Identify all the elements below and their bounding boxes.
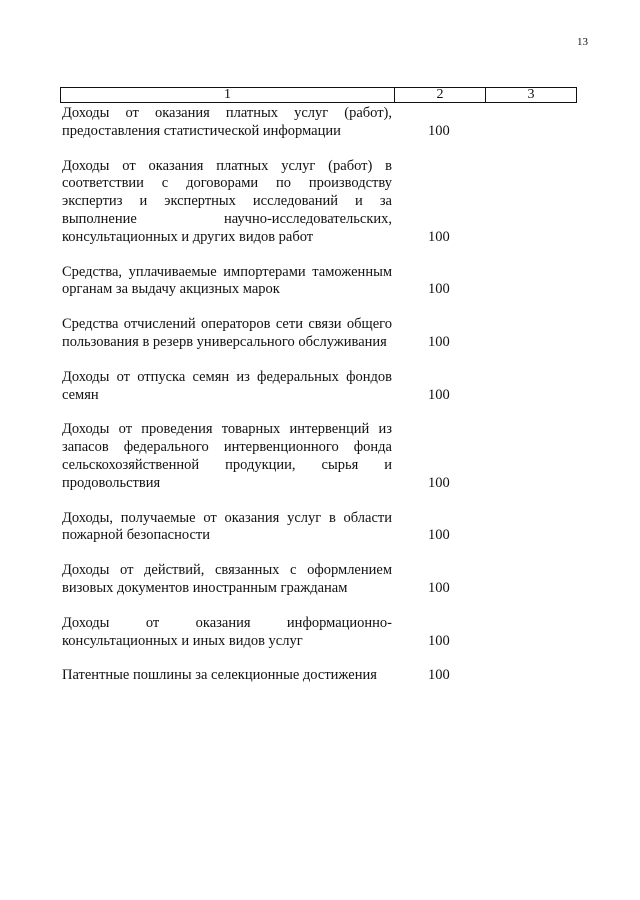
column-header-2: 2 [395, 88, 486, 102]
table-row [62, 316, 562, 352]
column-header-1: 1 [61, 88, 395, 102]
row-description: Патентные пошлины за селекционные достижения [62, 667, 377, 684]
table-row [62, 369, 562, 405]
row-value: 100 [428, 527, 450, 544]
row-value: 100 [428, 122, 450, 139]
row-value: 100 [428, 474, 450, 491]
row-value: 100 [428, 333, 450, 350]
row-description: Доходы от оказания информационно-консультационных и иных видов услуг [62, 614, 392, 649]
row-value: 100 [428, 667, 450, 684]
table-body [62, 105, 562, 702]
table-row [62, 158, 562, 247]
table-header [60, 87, 577, 103]
table-row [62, 562, 562, 598]
page-number: 13 [577, 36, 588, 48]
row-description: Средства отчислений операторов сети связи общего пользования в резерв универсального обслуживания [62, 316, 392, 350]
row-description: Доходы, получаемые от оказания услуг в области пожарной безопасности [62, 509, 392, 544]
table-row [62, 105, 562, 141]
row-value: 100 [428, 281, 450, 298]
row-description: Доходы от оказания платных услуг (работ), предоставления статистической информации [62, 105, 392, 139]
column-header-3: 3 [527, 87, 535, 102]
table-row [62, 421, 562, 492]
table-row [62, 510, 562, 546]
row-description: Доходы от проведения товарных интервенций из запасов федерального интервенционного фонда сельскохозяйственной продукции, сырья и продовольствия [62, 421, 392, 491]
table-row [62, 667, 562, 685]
row-value: 100 [428, 386, 450, 403]
row-description: Средства, уплачиваемые импортерами таможенным органам за выдачу акцизных марок [62, 263, 392, 298]
row-value: 100 [428, 632, 450, 649]
table-row [62, 615, 562, 651]
row-description: Доходы от отпуска семян из федеральных фондов семян [62, 368, 392, 403]
row-description: Доходы от действий, связанных с оформлением визовых документов иностранным гражданам [62, 562, 392, 596]
row-value: 100 [428, 579, 450, 596]
table-row [62, 264, 562, 300]
row-value: 100 [428, 228, 450, 245]
row-description: Доходы от оказания платных услуг (работ) в соответствии с договорами по производству экспертиз и экспертных исследований и за выполнение научно-исследовательских, консультационных и других видов работ [62, 157, 392, 245]
